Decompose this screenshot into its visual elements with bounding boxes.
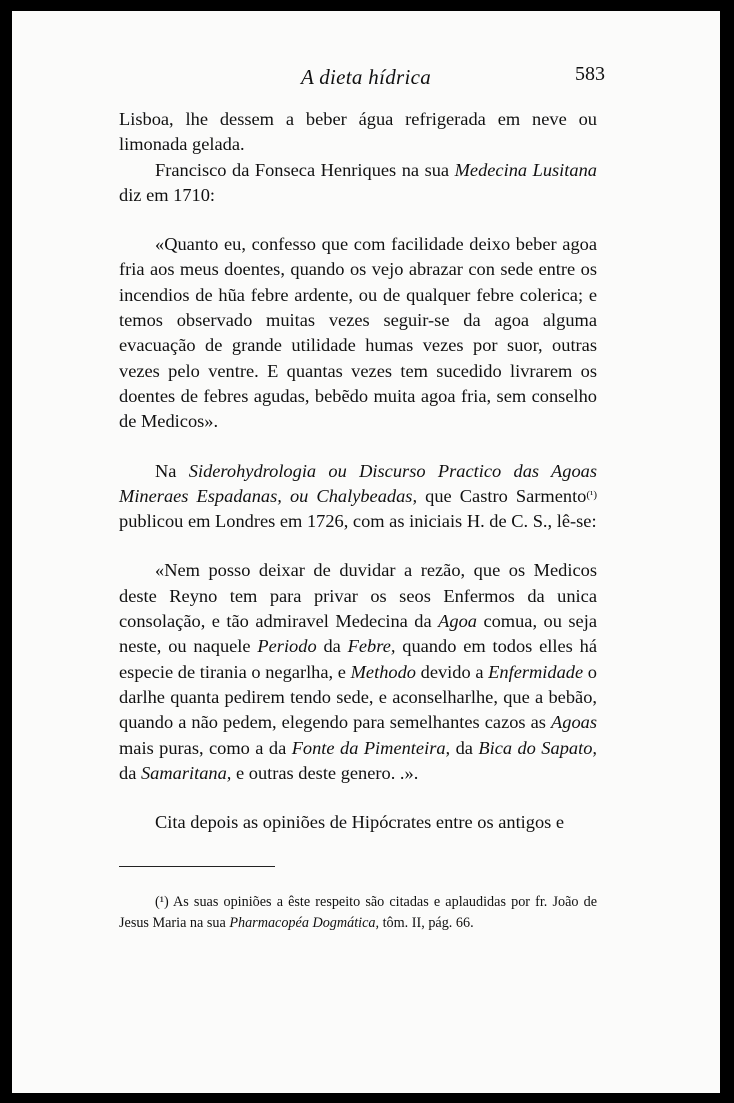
quotation-sarmento: «Nem posso deixar de duvidar a rezão, que os Medicos deste Reyno tem para privar os seos Enfermos da unica consolação, e tão admiravel Medecina da Agoa comua, ou seja neste, ou naquele Periodo da Febre, quando em todos elles há especie de tirania o negarlha, e Methodo devido a Enfermidade o darlhe quanta pedirem tendo sede, e aconselharlhe, que a bebão, quando a não pedem, elegendo para semelhantes cazos as Agoas mais puras, como a da Fonte da Pimenteira, da Bica do Sapato, da Samaritana, e outras deste genero. .». [119, 560, 598, 783]
book-title: Medecina Lusitana [454, 159, 597, 180]
page-number: 583 [575, 63, 605, 85]
paragraph-continuation: Lisboa, lhe dessem a beber água refrigerada em neve ou limonada gelada. [119, 109, 597, 155]
book-title: Pharmacopéa Dogmática, [229, 915, 380, 932]
footnote: (¹) As suas opiniões a êste respeito são citadas e aplaudidas por fr. João de Jesus Maria na sua Pharmacopéa Dogmática, tôm. II, pág. 66. [119, 894, 597, 932]
paragraph-siderohydrologia: Na Siderohydrologia ou Discurso Practico das Agoas Mineraes Espadanas, ou Chalybeadas, que Castro Sarmento$^{(^1)}$ publicou em Londres em 1726, com as iniciais H. de C. S., lê-se: [119, 460, 598, 532]
page-header [12, 63, 720, 93]
paragraph-fonseca: Francisco da Fonseca Henriques na sua Medecina Lusitana diz em 1710: [119, 159, 597, 205]
body-text [119, 107, 597, 835]
quotation-fonseca: «Quanto eu, confesso que com facilidade deixo beber agoa fria aos meus doentes, quando os vejo abrazar con sede entre os incendios de hũa febre ardente, ou de qualquer febre colerica; e temos observado muitas vezes seguir-se da agoa alguma evacuação de grande utilidade humas vezes por suor, outras vezes pelo ventre. E quantas vezes tem sucedido livrarem os doentes de febres agudas, bebẽdo muita agoa fria, sem conselho de Medicos». [119, 234, 597, 432]
footnote-reference: (¹) [586, 488, 597, 501]
footnote-marker: (¹) [155, 894, 169, 911]
book-title: Siderohydrologia ou Discurso Practico das Agoas Mineraes Espadanas, ou Chalybeadas, [119, 460, 598, 506]
book-page [12, 11, 720, 1093]
footnote-rule [119, 866, 275, 867]
paragraph-hipocrates: Cita depois as opiniões de Hipócrates entre os antigos e [155, 812, 565, 833]
running-title: A dieta hídrica [300, 65, 432, 89]
